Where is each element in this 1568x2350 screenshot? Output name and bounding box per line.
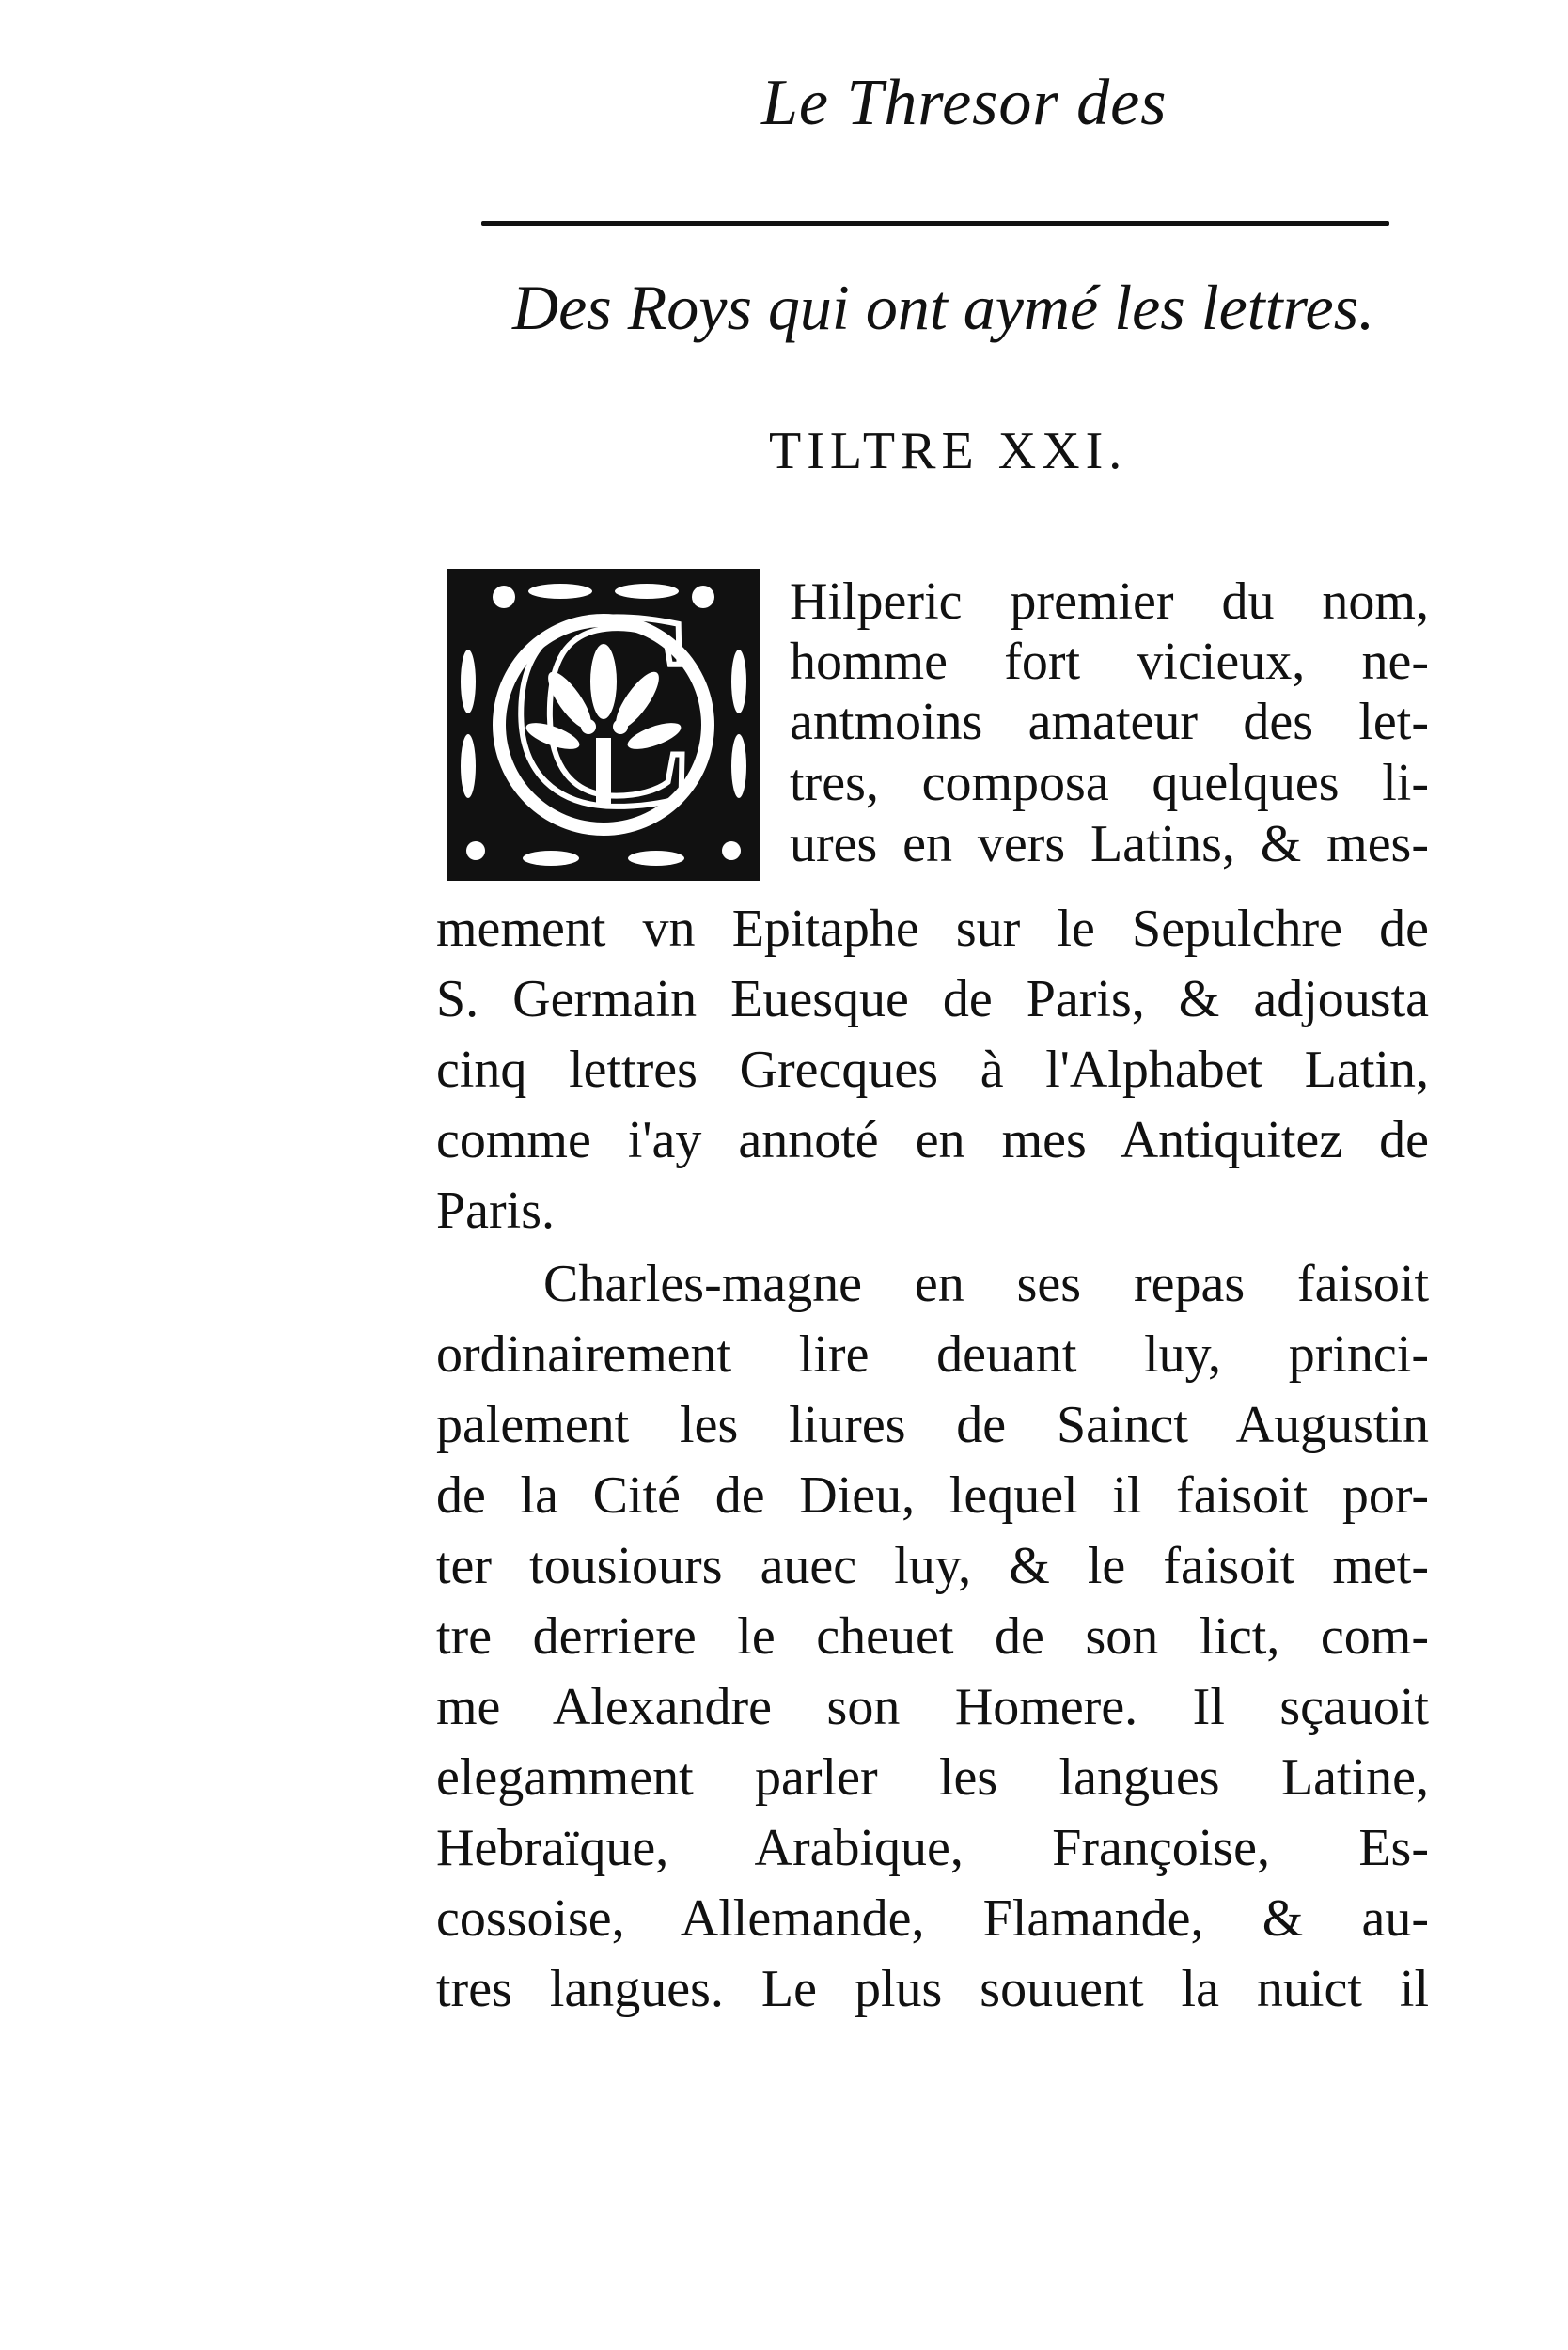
floral-ornament-icon — [447, 569, 760, 881]
body-line: antmoins amateur des let- — [790, 693, 1429, 751]
body-line: comme i'ay annoté en mes Antiquitez de — [436, 1111, 1429, 1169]
body-line: Hilperic premier du nom, — [790, 572, 1429, 631]
body-line: palement les liures de Sainct Augustin — [436, 1396, 1429, 1454]
drop-cap-letter: C — [509, 569, 698, 865]
body-line: de la Cité de Dieu, lequel il faisoit por- — [436, 1466, 1429, 1525]
body-line: ter tousiours auec luy, & le faisoit met- — [436, 1537, 1429, 1595]
body-line: homme fort vicieux, ne- — [790, 633, 1429, 691]
body-line: Paris. — [436, 1182, 555, 1240]
body-line: Hebraïque, Arabique, Françoise, Es- — [436, 1819, 1429, 1877]
body-line: cossoise, Allemande, Flamande, & au- — [436, 1889, 1429, 1948]
body-line: ures en vers Latins, & mes- — [790, 815, 1429, 873]
body-line: ordinairement lire deuant luy, princi- — [436, 1325, 1429, 1384]
body-line: tre derriere le cheuet de son lict, com- — [436, 1607, 1429, 1666]
body-line: cinq lettres Grecques à l'Alphabet Latin, — [436, 1041, 1429, 1099]
body-line: mement vn Epitaphe sur le Sepulchre de — [436, 900, 1429, 958]
body-line: S. Germain Euesque de Paris, & adjousta — [436, 970, 1429, 1028]
running-head: Le Thresor des — [761, 67, 1168, 139]
decorated-initial — [447, 569, 760, 881]
body-line: tres langues. Le plus souuent la nuict il — [436, 1960, 1429, 2018]
header-rule — [481, 221, 1389, 226]
body-line: tres, composa quelques li- — [790, 754, 1429, 812]
body-line: me Alexandre son Homere. Il sçauoit — [436, 1678, 1429, 1736]
chapter-label: TILTRE XXI. — [769, 422, 1128, 480]
section-title: Des Roys qui ont aymé les lettres. — [512, 272, 1375, 343]
body-line: Charles-magne en ses repas faisoit — [543, 1255, 1429, 1313]
body-line: elegamment parler les langues Latine, — [436, 1748, 1429, 1807]
